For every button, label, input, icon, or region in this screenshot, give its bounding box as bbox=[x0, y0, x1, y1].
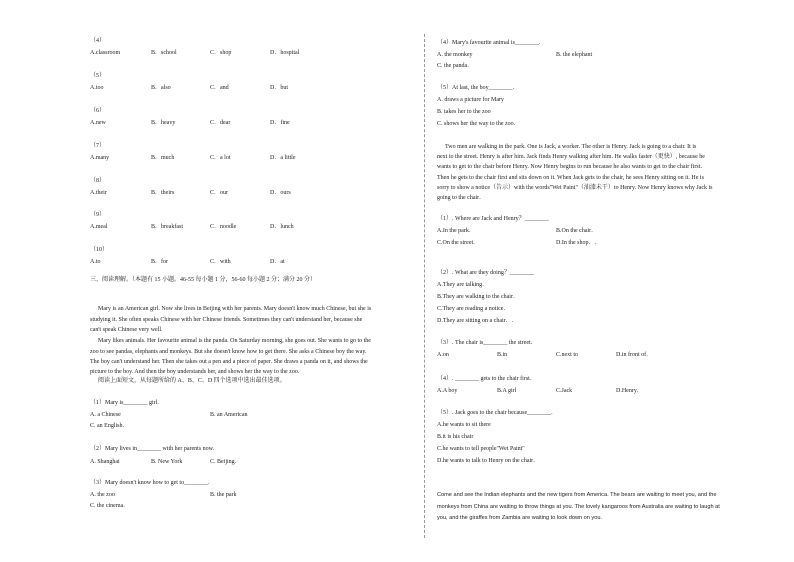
option-c[interactable]: C. an English． bbox=[90, 423, 129, 429]
option-c[interactable]: C.Jack bbox=[556, 388, 573, 394]
option-d[interactable]: D．at bbox=[270, 259, 285, 265]
option-a[interactable]: A.he wants to sit there bbox=[437, 422, 491, 428]
question-text: （5）. Jack goes to the chair because________. bbox=[437, 410, 553, 416]
option-c[interactable]: C．noodle bbox=[210, 224, 237, 230]
question-text: （1）Mary is________ girl. bbox=[90, 400, 159, 406]
passage-line: wants to get to the chair before Henry. Now Henry begins to run because he also wants to get to the chair first． bbox=[437, 164, 707, 170]
option-c[interactable]: C. shows her the way to the zoo． bbox=[437, 121, 520, 127]
option-a[interactable]: A. a Chinese bbox=[90, 412, 121, 418]
option-a[interactable]: A.on bbox=[437, 352, 449, 358]
question-number: （10） bbox=[90, 247, 109, 253]
option-a[interactable]: A.too bbox=[90, 85, 104, 91]
option-d[interactable]: D.They are sitting on a chair．. bbox=[437, 318, 514, 324]
passage-line: monkeys from China are waiting to throw things at you. The lovely kangaroos from Australia are waiting to laugh at bbox=[437, 504, 720, 510]
passage-line: Mary is an American girl. Now she lives in Beijing with her parents. Mary doesn't know much Chinese, but she is bbox=[98, 306, 372, 312]
option-a[interactable]: A.meal bbox=[90, 224, 108, 230]
passage-line: you, and the giraffes from Zambia are waiting to look down on you. bbox=[437, 515, 603, 521]
option-b[interactable]: B. the elephant bbox=[556, 52, 593, 58]
option-a[interactable]: A.many bbox=[90, 155, 110, 161]
option-b[interactable]: B．breakfast bbox=[151, 224, 183, 230]
option-b[interactable]: B.A girl bbox=[497, 388, 517, 394]
option-b[interactable]: B. an American bbox=[210, 412, 248, 418]
passage-line: zoo to see pandas, elephants and monkeys. But she doesn't know how to get there. She asks a Chinese boy the way. bbox=[90, 349, 367, 355]
question-number: （8） bbox=[90, 178, 106, 184]
passage-line: going to the chair． bbox=[437, 195, 486, 201]
option-a[interactable]: A.They are talking． bbox=[437, 282, 489, 288]
passage-line: studying it. She often speaks Chinese with her Chinese friends. Sometimes they can't understand her, because she bbox=[90, 317, 363, 323]
option-b[interactable]: B. takes her to the zoo bbox=[437, 109, 491, 115]
option-c[interactable]: C．dear bbox=[210, 120, 231, 126]
option-d[interactable]: D.in front of． bbox=[616, 352, 653, 358]
passage-line: Mary likes animals. Her favourite animal is the panda. On Saturday morning, she goes out. She wants to go to the bbox=[98, 338, 371, 344]
question-text: （1）. Where are Jack and Henry？________ bbox=[437, 216, 549, 222]
option-c[interactable]: C．shop bbox=[210, 50, 232, 56]
option-b[interactable]: B．for bbox=[151, 259, 168, 265]
passage-line: Come and see the Indian elephants and the new tigers from America. The bears are waiting to meet you, and the bbox=[437, 492, 717, 498]
option-c[interactable]: C.On the street． bbox=[437, 240, 480, 246]
question-number: （9） bbox=[90, 212, 106, 218]
question-number: （4） bbox=[90, 38, 106, 44]
passage-line: sorry to show a notice（告示）with the words"Wet Paint"（油漆未干）to Henry. Now Henry knows why Jack is bbox=[437, 185, 713, 191]
passage-line: Two men are walking in the park. One is Jack, a worker. The other is Henry. Jack is going to a chair. It is bbox=[445, 144, 697, 150]
option-a[interactable]: A.to bbox=[90, 259, 101, 265]
option-c[interactable]: C.They are reading a notice． bbox=[437, 306, 510, 312]
option-b[interactable]: B. the park bbox=[210, 492, 237, 498]
question-text: （4）Mary's favourite animal is________. bbox=[437, 40, 541, 46]
option-a[interactable]: A.classroom bbox=[90, 50, 121, 56]
question-number: （5） bbox=[90, 73, 106, 79]
option-d[interactable]: D.Henry． bbox=[616, 388, 643, 394]
option-d[interactable]: D．hospital bbox=[270, 50, 300, 56]
option-b[interactable]: B．much bbox=[151, 155, 175, 161]
option-a[interactable]: A.A boy bbox=[437, 388, 458, 394]
section-title: 三、阅读理解。（本题有 15 小题。46-55 每小题 1 分，56-60 每小题 2 分；满分 20 分） bbox=[90, 277, 316, 283]
option-d[interactable]: D．fine bbox=[270, 120, 290, 126]
question-text: （2）. What are they doing？________ bbox=[437, 270, 534, 276]
question-text: （3）. The chair is________ the street． bbox=[437, 340, 537, 346]
option-c[interactable]: C．with bbox=[210, 259, 231, 265]
option-c[interactable]: C. Beijing． bbox=[210, 459, 241, 465]
passage-line: Then he gets to the chair first and sits down on it. When Jack gets to the chair, he sees Henry sitting on it. He is bbox=[437, 175, 704, 181]
option-c[interactable]: C. the panda． bbox=[437, 63, 474, 69]
passage-line: The boy can't understand her. Then she takes out a pen and a piece of paper. She draws a panda on it, and shows the bbox=[90, 359, 368, 365]
option-c[interactable]: C.next to bbox=[556, 352, 578, 358]
question-text: （5）At last, the boy________. bbox=[437, 85, 515, 91]
option-b[interactable]: B.in bbox=[497, 352, 508, 358]
option-a[interactable]: A. the monkey bbox=[437, 52, 473, 58]
instruction: 阅读上面短文，从每题所给的 A、B、C、D 四个选项中选出最佳选项。 bbox=[98, 378, 286, 384]
option-c[interactable]: C.he wants to tell people"Wet Paint" bbox=[437, 446, 525, 452]
option-b[interactable]: B．school bbox=[151, 50, 177, 56]
option-b[interactable]: B．theirs bbox=[151, 190, 175, 196]
option-d[interactable]: D．ours bbox=[270, 190, 291, 196]
option-a[interactable]: A. Shanghai bbox=[90, 459, 120, 465]
option-c[interactable]: C．a lot bbox=[210, 155, 231, 161]
option-a[interactable]: A.their bbox=[90, 190, 107, 196]
option-a[interactable]: A.In the park． bbox=[437, 228, 475, 234]
option-b[interactable]: B．also bbox=[151, 85, 171, 91]
question-text: （3）Mary doesn't know how to get to________. bbox=[90, 480, 210, 486]
option-b[interactable]: B．heavy bbox=[151, 120, 176, 126]
passage-line: can't speak Chinese very well. bbox=[90, 327, 163, 333]
column-divider bbox=[424, 34, 425, 538]
option-d[interactable]: D.In the shop．. bbox=[556, 240, 596, 246]
option-d[interactable]: D．but bbox=[270, 85, 289, 91]
option-c[interactable]: C．our bbox=[210, 190, 229, 196]
passage-line: next to the street. Henry is after him. Jack finds Henry walking after him. He walks faster（更快）, because he bbox=[437, 154, 705, 160]
question-text: （2）Mary lives in________ with her parents now. bbox=[90, 446, 215, 452]
passage-line: picture to the boy. And then the boy understands her, and shows her the way to the zoo. bbox=[90, 369, 300, 375]
option-b[interactable]: B.it is his chair bbox=[437, 434, 474, 440]
option-c[interactable]: C. the cinema． bbox=[90, 503, 130, 509]
option-b[interactable]: B. New York bbox=[151, 459, 183, 465]
question-number: （6） bbox=[90, 108, 106, 114]
option-d[interactable]: D.he wants to talk to Henry on the chair． bbox=[437, 458, 540, 464]
option-c[interactable]: C．and bbox=[210, 85, 229, 91]
question-text: （4）. ________ gets to the chair first． bbox=[437, 376, 536, 382]
option-d[interactable]: D．a little bbox=[270, 155, 296, 161]
option-d[interactable]: D．lunch bbox=[270, 224, 294, 230]
question-number: （7） bbox=[90, 143, 106, 149]
option-b[interactable]: B.They are walking to the chair． bbox=[437, 294, 519, 300]
option-b[interactable]: B.On the chair． bbox=[556, 228, 598, 234]
option-a[interactable]: A.new bbox=[90, 120, 106, 126]
option-a[interactable]: A. draws a picture for Mary bbox=[437, 97, 504, 103]
option-a[interactable]: A. the zoo bbox=[90, 492, 115, 498]
